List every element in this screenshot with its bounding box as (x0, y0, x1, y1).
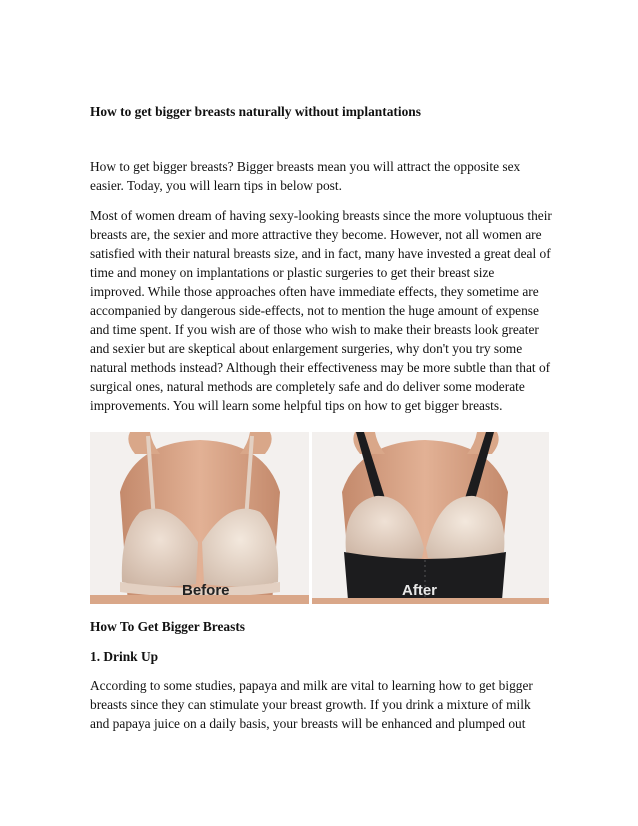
photo-divider (309, 432, 312, 604)
article-title: How to get bigger breasts naturally without implantations (90, 104, 421, 119)
step-heading: 1. Drink Up (90, 649, 159, 664)
after-panel (312, 432, 549, 604)
intro-paragraph: How to get bigger breasts? Bigger breasts mean you will attract the opposite sex easier. Today, you will learn tips in below post. (90, 159, 521, 193)
before-panel (90, 432, 309, 604)
step-paragraph: According to some studies, papaya and milk are vital to learning how to get bigger breasts since they can stimulate your breast growth. If you drink a mixture of milk and papaya juice on a daily basis, your breasts will be enhanced and plumped out (90, 678, 533, 731)
before-label: Before (182, 582, 230, 599)
before-after-illustration (90, 432, 549, 604)
after-label: After (402, 582, 438, 599)
body-paragraph: Most of women dream of having sexy-looking breasts since the more voluptuous their breasts are, the sexier and more attractive they become. However, not all women are satisfied with their natural breasts size, and in fact, many have invested a great deal of time and money on implantations or plastic surgeries to get their breast size improved. While those approaches often have immediate effects, they sometime are accompanied by dangerous side-effects, not to mention the huge amount of expense and time spent. If you wish are of those who wish to make their breasts look greater and sexier but are skeptical about enlargement surgeries, why don't you try some natural methods instead? Although their effectiveness may be more subtle than that of surgical ones, natural methods are completely safe and do deliver some moderate improvements. You will learn some helpful tips on how to get bigger breasts. (90, 208, 552, 413)
section-heading: How To Get Bigger Breasts (90, 619, 245, 634)
before-after-photo (90, 432, 549, 604)
